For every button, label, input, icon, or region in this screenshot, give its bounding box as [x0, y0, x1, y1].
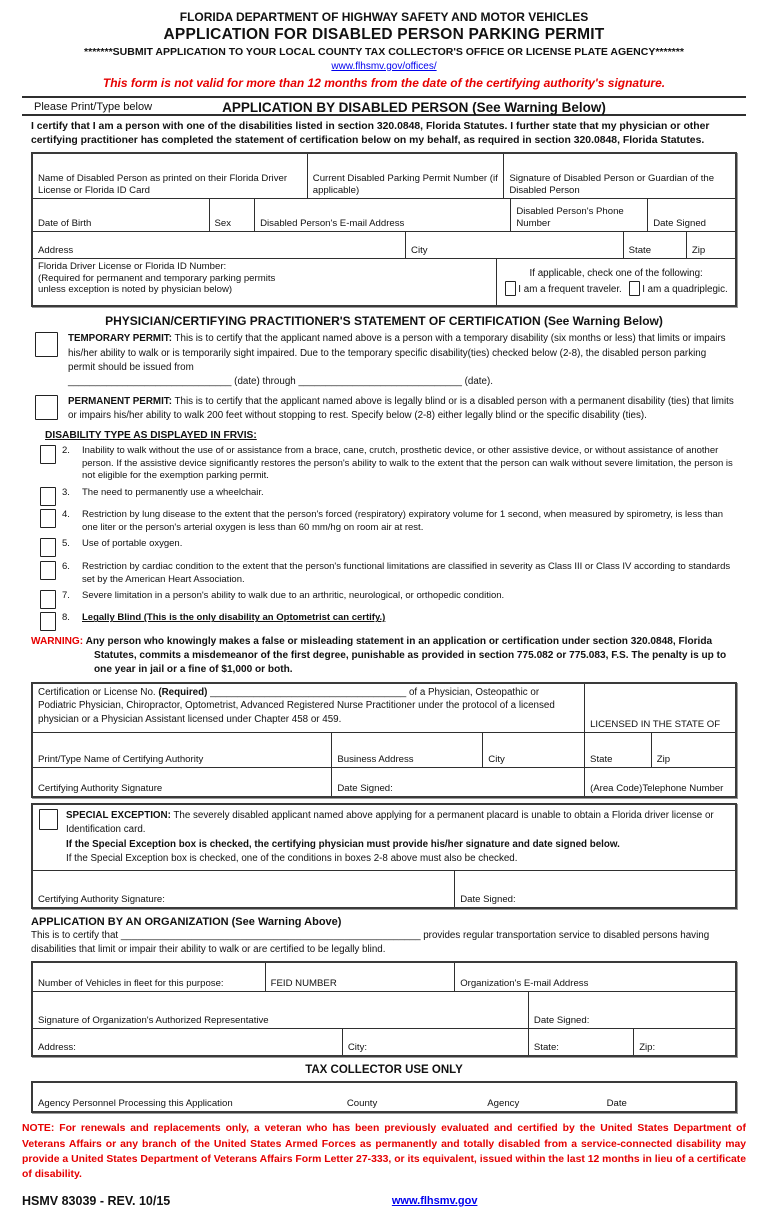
certifier-city-field[interactable]: City	[482, 733, 584, 767]
certifier-signature-field[interactable]: Certifying Authority Signature	[38, 782, 163, 794]
disability-8-checkbox[interactable]	[40, 612, 56, 631]
exception-signature-field[interactable]: Certifying Authority Signature:	[38, 893, 165, 905]
warning-label: WARNING:	[31, 635, 84, 647]
sex-field[interactable]: Sex	[209, 199, 255, 231]
disability-2-checkbox[interactable]	[40, 445, 56, 464]
disability-4-checkbox[interactable]	[40, 509, 56, 528]
applicant-certify-statement: I certify that I am a person with one of the disabilities listed in section 320.0848, Florida Statutes. I further state that my physician or other certifying practitioner has completed the statement of certification below on my behalf, as required in section 320.0848, Florida Statutes.	[31, 121, 710, 146]
organization-section-title: APPLICATION BY AN ORGANIZATION (See Warning Above)	[31, 916, 342, 929]
applicant-signature-field[interactable]: Signature of Disabled Person or Guardian of the Disabled Person	[503, 154, 735, 198]
disability-6-checkbox[interactable]	[40, 561, 56, 580]
department-name: FLORIDA DEPARTMENT OF HIGHWAY SAFETY AND MOTOR VEHICLES	[179, 10, 589, 24]
address-field[interactable]: Address	[38, 244, 74, 256]
feid-number-field[interactable]: FEID NUMBER	[265, 963, 455, 991]
special-exception-checkbox[interactable]	[39, 809, 58, 830]
certifier-phone-field[interactable]: (Area Code)Telephone Number	[584, 768, 735, 796]
date-signed-field[interactable]: Date Signed	[647, 199, 735, 231]
licensed-state-field[interactable]: LICENSED IN THE STATE OF	[584, 684, 735, 732]
certifier-name-field[interactable]: Print/Type Name of Certifying Authority	[38, 753, 204, 765]
certifier-date-signed-field[interactable]: Date Signed:	[331, 768, 584, 796]
permit-number-field[interactable]: Current Disabled Parking Permit Number (if applicable)	[307, 154, 504, 198]
form-title: APPLICATION FOR DISABLED PERSON PARKING PERMIT	[163, 26, 605, 43]
certifying-authority-table	[31, 682, 737, 798]
disability-7-checkbox[interactable]	[40, 590, 56, 609]
special-exception-statement: SPECIAL EXCEPTION: The severely disabled applicant named above applying for a permanent placard is unable to obtain a Florida driver license or Identification card. If the Special Exception box is checked, the certifying physician must provide his/her signature and date signed below. If the Special Exception box is checked, one of the conditions in boxes 2-8 above must also be checked.	[33, 805, 735, 870]
disability-type-heading: DISABILITY TYPE AS DISPLAYED IN FRVIS:	[45, 429, 257, 441]
organization-table	[31, 961, 737, 1057]
agency-field[interactable]: Agency	[487, 1097, 520, 1109]
org-city-field[interactable]: City:	[342, 1029, 528, 1055]
permanent-permit-block: PERMANENT PERMIT: This is to certify that the applicant named above is legally blind or is a disabled person with a permanent disability (ties) that limits or impairs his/her ability to walk 200 feet without stopping to rest. Specify below (2-8) either legally blind or the specific disability (ties).	[35, 395, 737, 423]
license-number-field[interactable]: Certification or License No. (Required) ____________________________________ of a Physician, Osteopathic or Podiatric Physician, Chiropractor, Optometrist, Advanced Registered Nurse Practitioner under the protocol of a licensed physician or a Physician Assistant licensed under Chapter 458 or 459.	[38, 687, 555, 725]
validity-warning: This form is not valid for more than 12 months from the date of the certifying authority's signature.	[102, 76, 666, 90]
permanent-permit-checkbox[interactable]	[35, 395, 58, 420]
warning-statement: WARNING: Any person who knowingly makes a false or misleading statement in an application or certification under section 320.0848, Florida Statutes, commits a misdemeanor of the first degree, punishable as provided in section 775.082 or 775.083, F.S. The penalty is up to one year in jail or a fine of $1,000 or both.	[31, 635, 727, 676]
disability-item-5: 5. Use of portable oxygen.	[40, 538, 737, 557]
offices-link[interactable]: www.flhsmv.gov/offices/	[331, 60, 437, 72]
phone-field[interactable]: Disabled Person's Phone Number	[510, 199, 647, 231]
agency-personnel-field[interactable]: Agency Personnel Processing this Application	[38, 1097, 233, 1109]
tax-collector-title: TAX COLLECTOR USE ONLY	[305, 1064, 463, 1077]
permanent-permit-label: PERMANENT PERMIT:	[68, 396, 172, 408]
temporary-permit-block: TEMPORARY PERMIT: This is to certify that the applicant named above is a person with a temporary disability (six months or less) that limits or impairs his/her ability to walk or is temporarily sight impaired. Due to the temporary specific disability(ties) checked below (2-8), the disabled person parking permit should be issued from ______________________________ (date) through ______________________________ (date).	[35, 332, 737, 389]
org-date-signed-field[interactable]: Date Signed:	[528, 992, 735, 1028]
form-footer	[22, 1194, 746, 1208]
special-exception-label: SPECIAL EXCEPTION:	[66, 810, 171, 822]
if-applicable-cell: If applicable, check one of the following: I am a frequent traveler. I am a quadriplegic.	[496, 259, 735, 305]
org-email-field[interactable]: Organization's E-mail Address	[454, 963, 735, 991]
dl-number-field[interactable]: Florida Driver License or Florida ID Number: (Required for permanent and temporary parking permits unless exception is noted by physician below)	[38, 261, 276, 296]
temporary-date-blanks[interactable]: ______________________________ (date) through ______________________________ (date).	[68, 376, 493, 388]
business-address-field[interactable]: Business Address	[331, 733, 482, 767]
temporary-permit-label: TEMPORARY PERMIT:	[68, 333, 172, 345]
disability-5-checkbox[interactable]	[40, 538, 56, 557]
disabled-person-section-bar	[22, 96, 746, 116]
disability-item-3: 3. The need to permanently use a wheelchair.	[40, 487, 737, 506]
disability-3-checkbox[interactable]	[40, 487, 56, 506]
date-field[interactable]: Date	[606, 1097, 627, 1109]
dob-field[interactable]: Date of Birth	[38, 217, 92, 229]
org-signature-field[interactable]: Signature of Organization's Authorized Representative	[38, 1014, 269, 1026]
frequent-traveler-checkbox[interactable]	[505, 281, 516, 296]
disability-item-2: 2. Inability to walk without the use of or assistance from a brace, cane, crutch, prosthetic device, or other assistive device, or without assistance of another person. If the assistive device significantly restores the person's ability to walk to the extent that the person can walk without severe limitation, the person is not eligible for the exemption parking permit.	[40, 445, 737, 483]
print-type-note: Please Print/Type below	[34, 101, 153, 113]
temporary-permit-checkbox[interactable]	[35, 332, 58, 357]
certifier-zip-field[interactable]: Zip	[651, 733, 735, 767]
applicant-table	[31, 152, 737, 307]
disability-item-7: 7. Severe limitation in a person's ability to walk due to an arthritic, neurological, or orthopedic condition.	[40, 590, 737, 609]
email-field[interactable]: Disabled Person's E-mail Address	[254, 199, 510, 231]
tax-collector-table	[31, 1081, 737, 1113]
quadriplegic-checkbox[interactable]	[629, 281, 640, 296]
county-field[interactable]: County	[346, 1097, 378, 1109]
zip-field[interactable]: Zip	[686, 232, 735, 258]
veteran-note: NOTE: For renewals and replacements only, a veteran who has been previously evaluated and certified by the United States Department of Veterans Affairs or any branch of the United States Armed Forces as permanently and totally disabled from a service-connected disability may provide a United States Department of Veterans Affairs Form Letter 27-333, or its equivalent, issued within the last 12 months in lieu of a certificate of disability.	[22, 1123, 746, 1180]
disabled-person-section-title: APPLICATION BY DISABLED PERSON (See Warning Below)	[222, 100, 606, 115]
org-state-field[interactable]: State:	[528, 1029, 633, 1055]
physician-section-title: PHYSICIAN/CERTIFYING PRACTITIONER'S STATEMENT OF CERTIFICATION (See Warning Below)	[105, 314, 663, 329]
org-address-field[interactable]: Address:	[38, 1041, 76, 1053]
fleet-vehicles-field[interactable]: Number of Vehicles in fleet for this purpose:	[38, 977, 224, 989]
form-header	[22, 10, 746, 91]
special-exception-box	[31, 803, 737, 909]
state-field[interactable]: State	[623, 232, 686, 258]
flhsmv-link[interactable]: www.flhsmv.gov	[391, 1194, 478, 1207]
disability-item-4: 4. Restriction by lung disease to the extent that the person's forced (respiratory) expiratory volume for 1 second, when measured by spirometry, is less than one liter or the person's arterial oxygen is less than 60 mm/hg on room air at rest.	[40, 509, 737, 535]
org-zip-field[interactable]: Zip:	[633, 1029, 735, 1055]
exception-date-signed-field[interactable]: Date Signed:	[454, 871, 735, 907]
certifier-state-field[interactable]: State	[584, 733, 651, 767]
disability-item-8: 8. Legally Blind (This is the only disability an Optometrist can certify.)	[40, 612, 737, 631]
city-field[interactable]: City	[405, 232, 623, 258]
name-field[interactable]: Name of Disabled Person as printed on their Florida Driver License or Florida ID Card	[38, 173, 288, 196]
disability-item-6: 6. Restriction by cardiac condition to the extent that the person's functional limitations are classified in severity as Class III or Class IV according to standards set by the American Heart Association.	[40, 561, 737, 587]
organization-name-blank[interactable]: _______________________________________________________	[120, 930, 421, 942]
organization-certify-line: This is to certify that _______________________________________________________ provides regular transportation service to disabled persons having disabilities that limit or impair their ability to walk or are certified to be legally blind.	[31, 930, 710, 955]
submit-instruction: *******SUBMIT APPLICATION TO YOUR LOCAL COUNTY TAX COLLECTOR'S OFFICE OR LICENSE PLATE AGENCY*******	[84, 46, 684, 59]
form-number: HSMV 83039 - REV. 10/15	[22, 1193, 171, 1208]
